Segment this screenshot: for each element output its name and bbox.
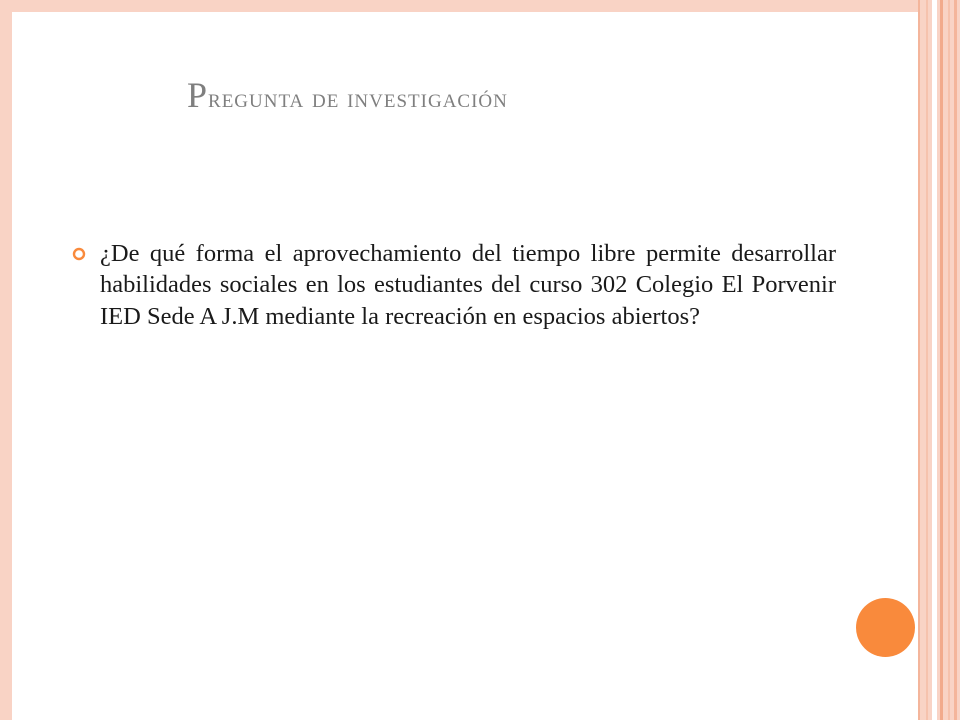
- frame-stripe: [926, 0, 928, 720]
- orange-circle-icon: [856, 598, 915, 657]
- frame-left: [0, 0, 12, 720]
- slide-title: Pregunta de investigación: [187, 75, 508, 115]
- frame-stripe: [932, 0, 937, 720]
- frame-stripe: [948, 0, 950, 720]
- frame-stripe: [954, 0, 957, 720]
- frame-top: [0, 0, 960, 12]
- bullet-text: ¿De qué forma el aprovechamiento del tiempo libre permite desarrollar habilidades sociales en los estudiantes del curso 302 Colegio El Porvenir IED Sede A J.M mediante la recreación en espacios abiertos?: [100, 240, 836, 330]
- ring-bullet-icon: [72, 247, 86, 261]
- frame-stripe: [940, 0, 943, 720]
- frame-stripe: [918, 0, 920, 720]
- slide-content: [12, 12, 918, 720]
